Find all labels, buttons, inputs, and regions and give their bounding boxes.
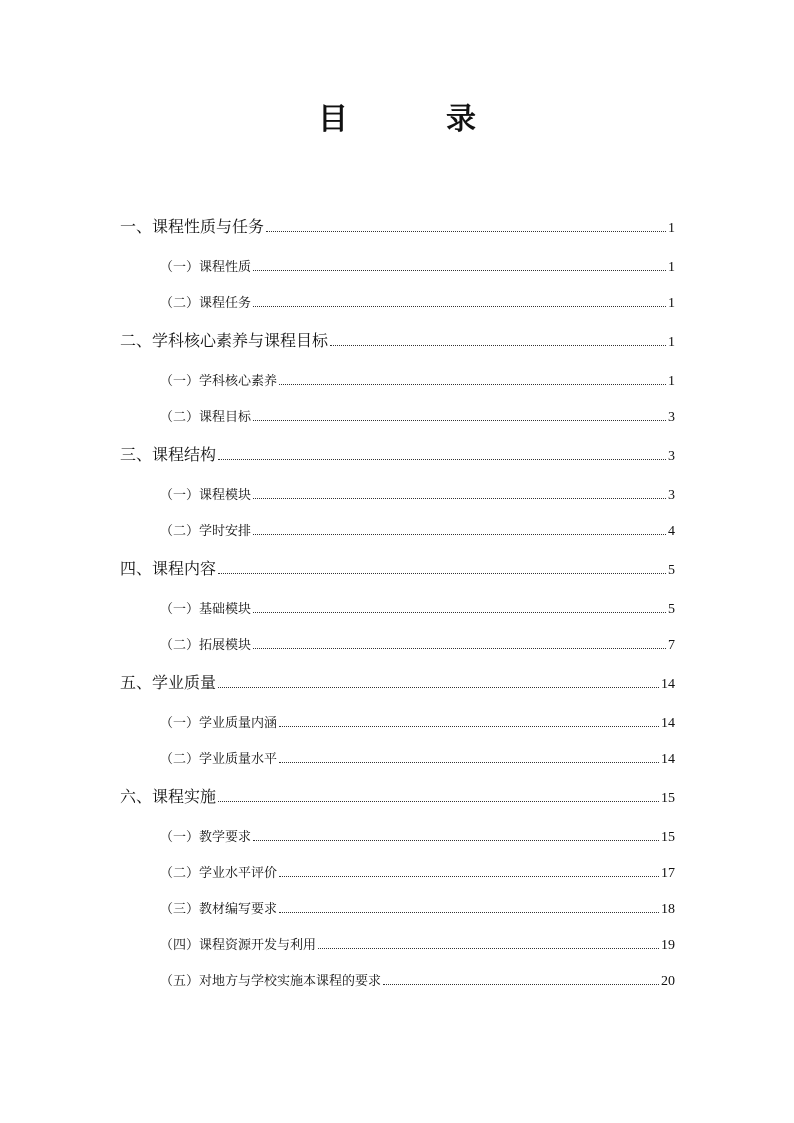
toc-entry-section[interactable]	[160, 970, 675, 994]
toc-entry-section[interactable]	[160, 484, 675, 508]
toc-entry-label: （一）学业质量内涵	[160, 716, 278, 731]
toc-entry-chapter[interactable]	[120, 215, 675, 239]
toc-entry-label: 六、课程实施	[120, 787, 217, 806]
toc-dot-leader	[253, 419, 666, 421]
toc-entry-label: 二、学科核心素养与课程目标	[120, 331, 329, 350]
toc-entry-section[interactable]	[160, 520, 675, 544]
toc-entry-label: （一）课程性质	[160, 260, 252, 275]
toc-page-number: 14	[661, 677, 675, 692]
toc-dot-leader	[253, 647, 666, 649]
toc-page-number: 14	[661, 752, 675, 767]
toc-page-number: 3	[668, 488, 675, 503]
toc-page-number: 17	[661, 866, 675, 881]
toc-dot-leader	[279, 875, 659, 877]
toc-page-number: 14	[661, 716, 675, 731]
toc-page-number: 18	[661, 902, 675, 917]
toc-entry-section[interactable]	[160, 826, 675, 850]
toc-entry-label: （五）对地方与学校实施本课程的要求	[160, 974, 382, 989]
toc-dot-leader	[279, 911, 659, 913]
toc-entry-label: （二）课程任务	[160, 296, 252, 311]
toc-dot-leader	[279, 383, 666, 385]
toc-dot-leader	[253, 611, 666, 613]
toc-entry-section[interactable]	[160, 862, 675, 886]
toc-entry-label: 四、课程内容	[120, 559, 217, 578]
toc-dot-leader	[383, 983, 659, 985]
toc-page-number: 15	[661, 830, 675, 845]
toc-dot-leader	[218, 686, 659, 688]
toc-entry-label: 一、课程性质与任务	[120, 217, 265, 236]
toc-entry-section[interactable]	[160, 748, 675, 772]
toc-entry-section[interactable]	[160, 712, 675, 736]
toc-page-number: 3	[668, 449, 675, 464]
toc-dot-leader	[266, 230, 666, 232]
toc-entry-label: （一）课程模块	[160, 488, 252, 503]
toc-entry-section[interactable]	[160, 898, 675, 922]
toc-entry-label: （四）课程资源开发与利用	[160, 938, 317, 953]
toc-dot-leader	[318, 947, 659, 949]
toc-page-number: 5	[668, 563, 675, 578]
toc-entry-label: （二）学业质量水平	[160, 752, 278, 767]
toc-page-number: 1	[668, 374, 675, 389]
toc-entry-section[interactable]	[160, 634, 675, 658]
toc-dot-leader	[218, 800, 659, 802]
toc-page-number: 4	[668, 524, 675, 539]
toc-entry-label: （二）课程目标	[160, 410, 252, 425]
toc-page-number: 15	[661, 791, 675, 806]
toc-entry-section[interactable]	[160, 370, 675, 394]
toc-page-number: 20	[661, 974, 675, 989]
toc-entry-chapter[interactable]	[120, 671, 675, 695]
toc-dot-leader	[279, 725, 659, 727]
toc-dot-leader	[279, 761, 659, 763]
toc-entry-chapter[interactable]	[120, 557, 675, 581]
toc-page-number: 1	[668, 335, 675, 350]
toc-entry-label: （二）学业水平评价	[160, 866, 278, 881]
toc-entry-label: 五、学业质量	[120, 673, 217, 692]
page-title: 目 录	[318, 102, 510, 137]
toc-page-number: 5	[668, 602, 675, 617]
toc-dot-leader	[253, 497, 666, 499]
toc-dot-leader	[253, 533, 666, 535]
toc-entry-label: （一）教学要求	[160, 830, 252, 845]
toc-entry-section[interactable]	[160, 934, 675, 958]
toc-entry-label: （一）基础模块	[160, 602, 252, 617]
toc-entry-section[interactable]	[160, 256, 675, 280]
toc-entry-chapter[interactable]	[120, 329, 675, 353]
toc-entry-section[interactable]	[160, 598, 675, 622]
toc-page-number: 1	[668, 260, 675, 275]
toc-dot-leader	[253, 839, 659, 841]
toc-page-number: 7	[668, 638, 675, 653]
toc-entry-label: 三、课程结构	[120, 445, 217, 464]
toc-entry-label: （一）学科核心素养	[160, 374, 278, 389]
toc-entry-label: （三）教材编写要求	[160, 902, 278, 917]
toc-dot-leader	[218, 458, 666, 460]
toc-entry-chapter[interactable]	[120, 785, 675, 809]
toc-entry-label: （二）学时安排	[160, 524, 252, 539]
toc-dot-leader	[253, 269, 666, 271]
toc-entry-label: （二）拓展模块	[160, 638, 252, 653]
toc-page-number: 1	[668, 296, 675, 311]
toc-entry-section[interactable]	[160, 406, 675, 430]
toc-dot-leader	[253, 305, 666, 307]
toc-dot-leader	[218, 572, 666, 574]
toc-page-number: 3	[668, 410, 675, 425]
toc-page-number: 19	[661, 938, 675, 953]
toc-entry-section[interactable]	[160, 292, 675, 316]
toc-dot-leader	[330, 344, 666, 346]
toc-entry-chapter[interactable]	[120, 443, 675, 467]
toc-page-number: 1	[668, 221, 675, 236]
